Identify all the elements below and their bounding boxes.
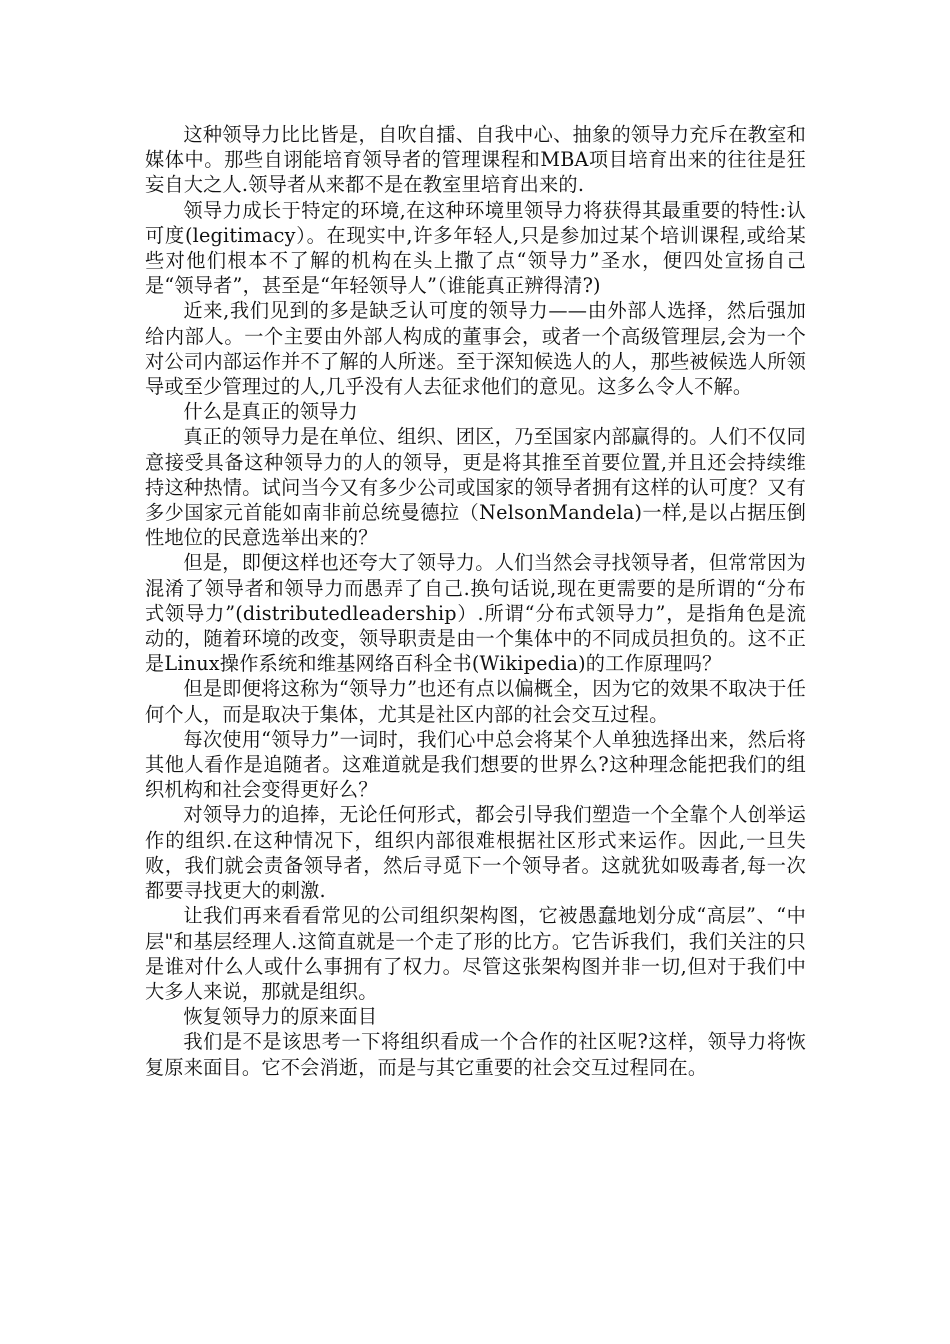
- paragraph: 真正的领导力是在单位、组织、团区，乃至国家内部赢得的。人们不仅同意接受具备这种领导力的人的领导，更是将其推至首要位置,并且还会持续维持这种热情。试问当今又有多少公司或国家的领导者拥有这样的认可度？又有多少国家元首能如南非前总统曼德拉（NelsonMandela)一样,是以占据压倒性地位的民意选举出来的？: [145, 425, 806, 550]
- paragraph: 我们是不是该思考一下将组织看成一个合作的社区呢?这样，领导力将恢复原来面目。它不会消逝，而是与其它重要的社会交互过程同在。: [145, 1030, 806, 1079]
- paragraph: 但是即便将这称为“领导力”也还有点以偏概全，因为它的效果不取决于任何个人，而是取决于集体，尤其是社区内部的社会交互过程。: [145, 677, 806, 726]
- section-heading: 什么是真正的领导力: [183, 400, 358, 424]
- paragraph: 让我们再来看看常见的公司组织架构图，它被愚蠢地划分成“高层”、“中层"和基层经理人.这简直就是一个走了形的比方。它告诉我们，我们关注的只是谁对什么人或什么事拥有了权力。尽管这张架构图并非一切,但对于我们中大多人来说，那就是组织。: [145, 904, 806, 1003]
- paragraph: 近来,我们见到的多是缺乏认可度的领导力——由外部人选择，然后强加给内部人。一个主要由外部人构成的董事会，或者一个高级管理层,会为一个对公司内部运作并不了解的人所迷。至于深知候选人的人，那些被候选人所领导或至少管理过的人,几乎没有人去征求他们的意见。这多么令人不解。: [145, 299, 806, 399]
- paragraph: 对领导力的追捧，无论任何形式，都会引导我们塑造一个全靠个人创举运作的组织.在这种情况下，组织内部很难根据社区形式来运作。因此,一旦失败，我们就会责备领导者，然后寻觅下一个领导者。这就犹如吸毒者,每一次都要寻找更大的刺激.: [145, 803, 806, 903]
- paragraph: 这种领导力比比皆是，自吹自擂、自我中心、抽象的领导力充斥在教室和媒体中。那些自诩能培育领导者的管理课程和MBA项目培育出来的往往是狂妄自大之人.领导者从来都不是在教室里培育出来的.: [145, 123, 806, 197]
- paragraph: 领导力成长于特定的环境,在这种环境里领导力将获得其最重要的特性:认可度(legitimacy）。在现实中,许多年轻人,只是参加过某个培训课程,或给某些对他们根本不了解的机构在头上撒了点“领导力”圣水，便四处宣扬自己是“领导者”，甚至是“年轻领导人”（谁能真正辨得清?): [145, 198, 806, 298]
- paragraph: 每次使用“领导力”一词时，我们心中总会将某个人单独选择出来，然后将其他人看作是追随者。这难道就是我们想要的世界么?这种理念能把我们的组织机构和社会变得更好么？: [145, 727, 806, 802]
- document-page: [145, 122, 806, 1080]
- section-heading: 恢复领导力的原来面目: [183, 1005, 378, 1029]
- paragraph: 但是，即便这样也还夸大了领导力。人们当然会寻找领导者，但常常因为混淆了领导者和领导力而愚弄了自己.换句话说,现在更需要的是所谓的“分布式领导力”(distributedleadership）.所谓“分布式领导力”，是指角色是流动的，随着环境的改变，领导职责是由一个集体中的不同成员担负的。这不正是Linux操作系统和维基网络百科全书(Wikipedia)的工作原理吗？: [145, 551, 806, 676]
